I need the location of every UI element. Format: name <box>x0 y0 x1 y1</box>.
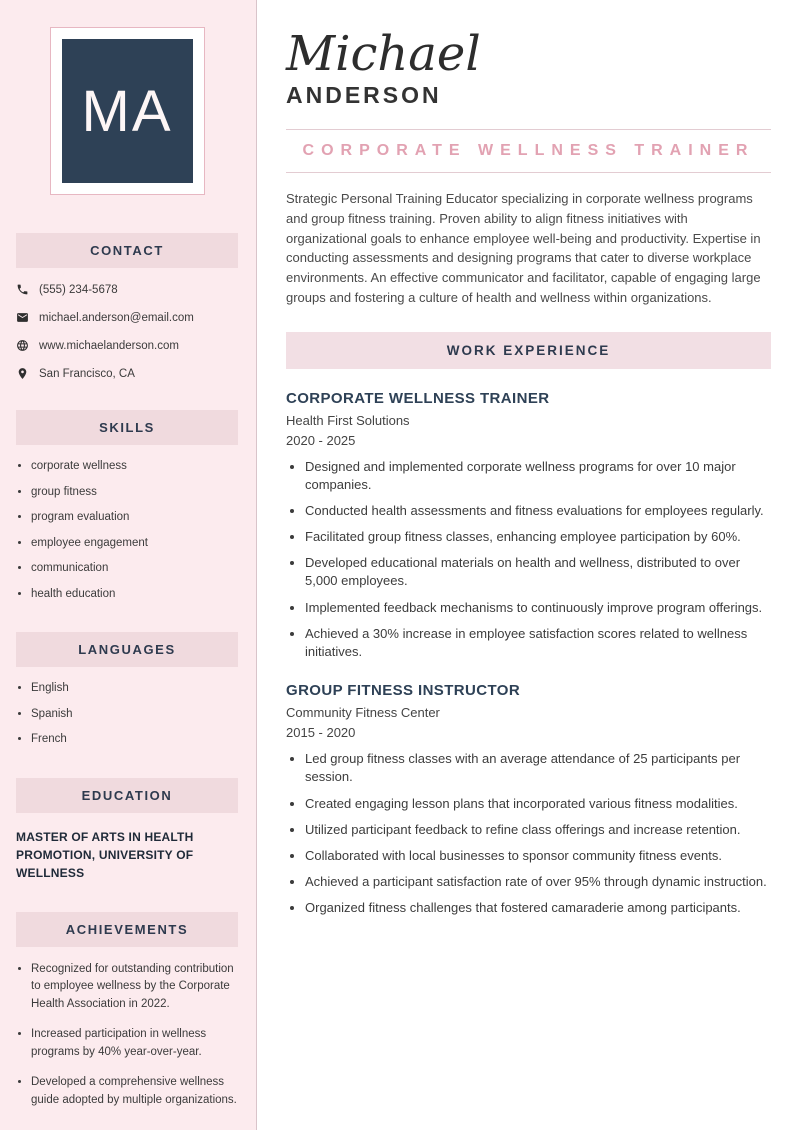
job-bullet: • Created engaging lesson plans that incorporated various fitness modalities. <box>305 795 771 813</box>
globe-icon <box>16 339 29 352</box>
job-company: Community Fitness Center <box>286 705 440 721</box>
education-degree: MASTER OF ARTS IN HEALTH PROMOTION, UNIVERSITY OF WELLNESS <box>16 829 194 880</box>
skill-item: • program evaluation <box>31 510 238 526</box>
job-bullet: • Organized fitness challenges that fostered camaraderie among participants. <box>305 899 771 917</box>
job-bullet: • Designed and implemented corporate wellness programs for over 10 major companies. <box>305 458 771 494</box>
job-dates: 2015 - 2020 <box>286 725 356 741</box>
education-section-header: EDUCATION <box>16 778 238 813</box>
job-bullet: • Facilitated group fitness classes, enhancing employee participation by 60%. <box>305 528 771 546</box>
job-title-banner: CORPORATE WELLNESS TRAINER <box>286 129 771 173</box>
job-bullet: • Led group fitness classes with an average attendance of 25 participants per session. <box>305 750 771 786</box>
contact-section-header: CONTACT <box>16 233 238 268</box>
profile-photo-frame <box>50 27 205 195</box>
contact-location-row <box>16 367 238 380</box>
contact-phone-text: (555) 234-5678 <box>39 283 118 296</box>
job-bullet: • Achieved a participant satisfaction rate of over 95% through dynamic instruction. <box>305 873 771 891</box>
skills-list <box>16 459 238 602</box>
contact-email-text: michael.anderson@email.com <box>39 311 194 324</box>
language-item: • Spanish <box>31 707 238 723</box>
achievement-item: • Recognized for outstanding contribution to employee wellness by the Corporate Health Association in 2022. <box>31 961 238 1014</box>
achievement-item: • Increased participation in wellness programs by 40% year-over-year. <box>31 1026 238 1062</box>
first-name: Michael <box>286 26 481 82</box>
job-bullet: • Conducted health assessments and fitness evaluations for employees regularly. <box>305 502 771 520</box>
job-bullet-list <box>286 458 771 662</box>
location-icon <box>16 367 29 380</box>
phone-icon <box>16 283 29 296</box>
monogram-avatar: MA <box>62 39 193 183</box>
job-dates: 2020 - 2025 <box>286 432 356 448</box>
contact-phone-row <box>16 283 238 296</box>
contact-location-text: San Francisco, CA <box>39 367 135 380</box>
last-name: ANDERSON <box>286 82 442 108</box>
skill-item: • corporate wellness <box>31 459 238 475</box>
job-entry <box>286 390 771 662</box>
main-content <box>257 0 800 1130</box>
job-bullet: • Collaborated with local businesses to sponsor community fitness events. <box>305 847 771 865</box>
skill-item: • group fitness <box>31 485 238 501</box>
contact-list <box>16 283 238 380</box>
email-icon <box>16 311 29 324</box>
contact-email-row <box>16 311 238 324</box>
job-bullet: • Utilized participant feedback to refine class offerings and increase retention. <box>305 821 771 839</box>
achievement-item: • Developed a comprehensive wellness guide adopted by multiple organizations. <box>31 1074 238 1110</box>
achievements-section-header: ACHIEVEMENTS <box>16 912 238 947</box>
skill-item: • communication <box>31 561 238 577</box>
languages-section-header: LANGUAGES <box>16 632 238 667</box>
work-experience-header: WORK EXPERIENCE <box>286 332 771 369</box>
skills-section-header: SKILLS <box>16 410 238 445</box>
skill-item: • employee engagement <box>31 536 238 552</box>
language-item: • English <box>31 681 238 697</box>
contact-website-row <box>16 339 238 352</box>
professional-summary: Strategic Personal Training Educator specializing in corporate wellness programs and group fitness training. Proven ability to align fitness initiatives with organizational goals to enhance employee well-being and productivity. Expertise in conducting assessments and designing programs that cater to diverse workplace environments. An effective communicator and facilitator, capable of engaging large groups and fostering a culture of health and wellness within organizations. <box>286 191 761 305</box>
job-entry <box>286 682 771 917</box>
languages-list <box>16 681 238 748</box>
job-role: CORPORATE WELLNESS TRAINER <box>286 389 550 407</box>
job-bullet-list <box>286 750 771 917</box>
job-bullet: • Implemented feedback mechanisms to continuously improve program offerings. <box>305 599 771 617</box>
job-role: GROUP FITNESS INSTRUCTOR <box>286 682 521 700</box>
job-bullet: • Developed educational materials on health and wellness, distributed to over 5,000 employees. <box>305 554 771 590</box>
achievements-list <box>16 961 238 1110</box>
contact-website-text: www.michaelanderson.com <box>39 339 179 352</box>
skill-item: • health education <box>31 587 238 603</box>
sidebar <box>0 0 257 1130</box>
job-company: Health First Solutions <box>286 412 410 428</box>
job-bullet: • Achieved a 30% increase in employee satisfaction scores related to wellness initiatives. <box>305 625 771 661</box>
language-item: • French <box>31 732 238 748</box>
